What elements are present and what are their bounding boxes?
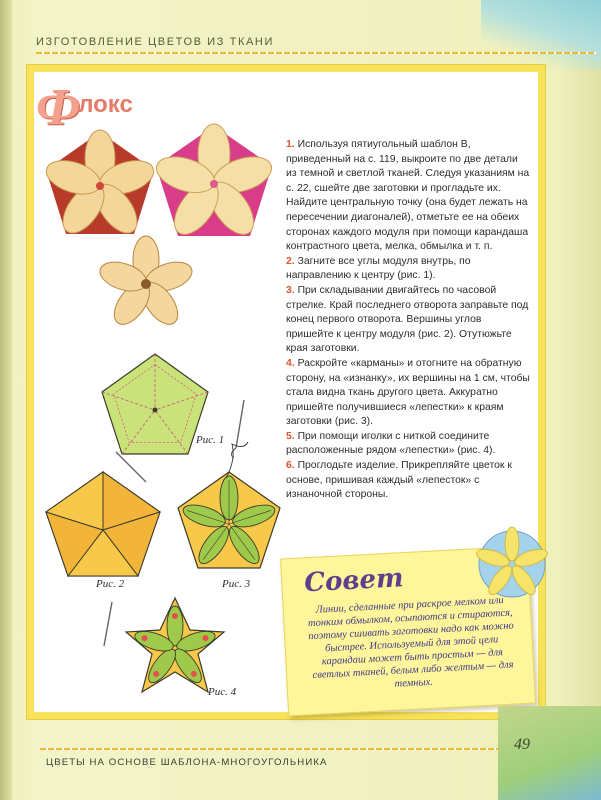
step-4	[286, 357, 530, 430]
thread-icon	[222, 440, 252, 480]
step-text: При складывании двигайтесь по часовой стрелке. Край последнего отворота заправьте под конец первого отворота. Вершины углов пришейте к центру модуля (рис. 2). Отутюжьте края заготовки.	[286, 284, 529, 355]
step-number: 3.	[286, 284, 295, 296]
step-6	[286, 459, 530, 503]
step-text: Используя пятиугольный шаблон В, приведенный на с. 119, выкроите по две детали из темной и светлой тканей. Следуя указаниям на с. 22, сшейте две заготовки и прогладьте их. Найдите центральную точку (она будет лежать на пересечении диагоналей), отметьте ее на обеих сторонах каждого модуля при помощи карандаша контрастного цвета, мелка, обмылка и т. п.	[286, 139, 530, 253]
decorative-corner-top	[481, 0, 601, 70]
title-initial: Ф	[36, 79, 81, 136]
step-text: При помощи иголки с ниткой соедините расположенные рядом «лепестки» (рис. 4).	[286, 430, 496, 457]
figure-3-diagram	[176, 470, 282, 570]
book-spine	[0, 0, 12, 800]
step-text: Раскройте «карманы» и отогните на обратную сторону, на «изнанку», их вершины на 1 см, чтобы стала видна ткань другого цвета. Аккуратно пришейте получившиеся «лепестки» к краям заготовки (рис. 3).	[286, 357, 530, 428]
step-text: Проглодьте изделие. Прикрепляйте цветок к основе, пришивая каждый «лепесток» с изнаночной стороны.	[286, 460, 512, 501]
step-text: Загните все углы модуля внутрь, по направлению к центру (рис. 1).	[286, 255, 471, 282]
figure-1-caption: Рис. 1	[196, 434, 225, 446]
step-2	[286, 255, 530, 284]
step-number: 4.	[286, 357, 295, 369]
figure-1-diagram	[100, 352, 210, 456]
step-3	[286, 284, 530, 357]
page-footer: ЦВЕТЫ НА ОСНОВЕ ШАБЛОНА-МНОГОУГОЛЬНИКА	[46, 757, 328, 768]
tip-text: Линии, сделанные при раскрое мелком или тонким обмылком, осыпаются и стираются, поэтому сшивать заготовки надо как можно быстрее. Используемый для этой цели карандаш может быть простым — для светлых тканей, белым либо желтым — для темных.	[307, 594, 515, 690]
instructions	[286, 138, 530, 503]
tip-flower-photo	[476, 528, 548, 600]
tip-title: Совет	[303, 563, 405, 599]
flower-photo-small	[96, 236, 196, 332]
step-number: 2.	[286, 255, 295, 267]
step-1	[286, 138, 530, 255]
thread-needle-icon	[112, 448, 152, 488]
figure-2-caption: Рис. 2	[96, 578, 125, 590]
page-header: ИЗГОТОВЛЕНИЕ ЦВЕТОВ ИЗ ТКАНИ	[36, 36, 274, 48]
step-5	[286, 430, 530, 459]
step-number: 1.	[286, 139, 295, 150]
header-divider	[36, 52, 596, 54]
flower-photo-pink	[150, 122, 278, 242]
title-rest: локс	[78, 91, 133, 118]
page-number: 49	[514, 736, 530, 753]
figure-4-diagram	[124, 596, 226, 694]
step-number: 6.	[286, 460, 295, 472]
needle-icon-fig4	[98, 600, 118, 650]
footer-divider	[40, 748, 500, 750]
flower-photo-dark	[40, 128, 160, 240]
figure-4-caption: Рис. 4	[208, 686, 237, 698]
step-number: 5.	[286, 430, 295, 442]
figure-3-caption: Рис. 3	[222, 578, 251, 590]
